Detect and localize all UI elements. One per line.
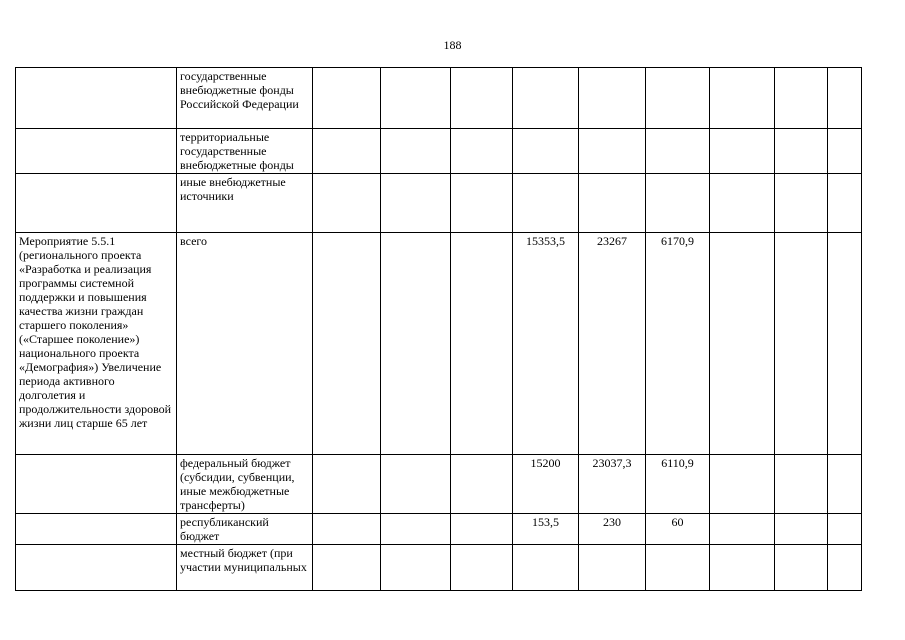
table-row	[16, 545, 862, 591]
value-cell	[579, 129, 646, 174]
value-cell	[513, 545, 579, 591]
value-cell	[775, 129, 828, 174]
value-cell	[313, 68, 381, 129]
value-cell	[313, 233, 381, 455]
value-cell: 230	[579, 514, 646, 545]
funding-source-cell: территориальные государственные внебюджетные фонды	[177, 129, 313, 174]
value-cell	[451, 174, 513, 233]
value-cell: 23267	[579, 233, 646, 455]
value-cell	[313, 455, 381, 514]
value-cell	[828, 233, 862, 455]
value-cell	[828, 514, 862, 545]
value-cell	[513, 129, 579, 174]
funding-source-cell: местный бюджет (при участии муниципальных	[177, 545, 313, 591]
table-row	[16, 455, 862, 514]
funding-source-cell: республиканский бюджет	[177, 514, 313, 545]
value-cell	[451, 233, 513, 455]
value-cell	[381, 514, 451, 545]
value-cell	[710, 174, 775, 233]
funding-source-cell: всего	[177, 233, 313, 455]
value-cell	[828, 174, 862, 233]
value-cell	[710, 233, 775, 455]
value-cell	[646, 174, 710, 233]
value-cell	[451, 129, 513, 174]
table-row	[16, 233, 862, 455]
value-cell	[381, 174, 451, 233]
value-cell	[313, 129, 381, 174]
event-cell	[16, 68, 177, 129]
value-cell	[313, 174, 381, 233]
value-cell	[451, 545, 513, 591]
value-cell	[381, 68, 451, 129]
funding-source-cell: иные внебюджетные источники	[177, 174, 313, 233]
value-cell	[775, 233, 828, 455]
event-cell	[16, 545, 177, 591]
table-row	[16, 129, 862, 174]
value-cell	[828, 545, 862, 591]
value-cell	[513, 68, 579, 129]
value-cell	[710, 68, 775, 129]
funding-source-cell: государственные внебюджетные фонды Российской Федерации	[177, 68, 313, 129]
value-cell	[775, 68, 828, 129]
value-cell	[828, 129, 862, 174]
event-cell	[16, 174, 177, 233]
page-number: 188	[443, 38, 462, 52]
value-cell	[646, 545, 710, 591]
value-cell: 23037,3	[579, 455, 646, 514]
event-cell: Мероприятие 5.5.1 (регионального проекта «Разработка и реализация программы системной поддержки и повышения качества жизни граждан старшего поколения» («Старшее поколение») национального проекта «Демография») Увеличение периода активного долголетия и продолжительности здоровой жизни лиц старше 65 лет	[16, 233, 177, 455]
value-cell: 15353,5	[513, 233, 579, 455]
value-cell	[513, 174, 579, 233]
value-cell	[313, 545, 381, 591]
value-cell	[451, 68, 513, 129]
value-cell	[381, 129, 451, 174]
value-cell	[710, 129, 775, 174]
value-cell	[381, 545, 451, 591]
funding-source-cell: федеральный бюджет (субсидии, субвенции, иные межбюджетные трансферты)	[177, 455, 313, 514]
value-cell	[775, 174, 828, 233]
value-cell	[710, 545, 775, 591]
table-row	[16, 514, 862, 545]
value-cell	[381, 455, 451, 514]
value-cell	[828, 68, 862, 129]
table-row	[16, 68, 862, 129]
value-cell	[710, 455, 775, 514]
value-cell	[775, 545, 828, 591]
value-cell	[381, 233, 451, 455]
value-cell	[579, 545, 646, 591]
value-cell	[451, 455, 513, 514]
value-cell	[646, 68, 710, 129]
value-cell: 60	[646, 514, 710, 545]
value-cell: 15200	[513, 455, 579, 514]
value-cell: 6110,9	[646, 455, 710, 514]
value-cell	[775, 455, 828, 514]
value-cell	[710, 514, 775, 545]
table-row	[16, 174, 862, 233]
value-cell: 153,5	[513, 514, 579, 545]
value-cell	[451, 514, 513, 545]
value-cell	[646, 129, 710, 174]
event-cell	[16, 129, 177, 174]
event-cell	[16, 514, 177, 545]
value-cell	[775, 514, 828, 545]
event-cell	[16, 455, 177, 514]
value-cell	[579, 174, 646, 233]
budget-table	[15, 67, 862, 591]
value-cell: 6170,9	[646, 233, 710, 455]
value-cell	[828, 455, 862, 514]
value-cell	[579, 68, 646, 129]
value-cell	[313, 514, 381, 545]
